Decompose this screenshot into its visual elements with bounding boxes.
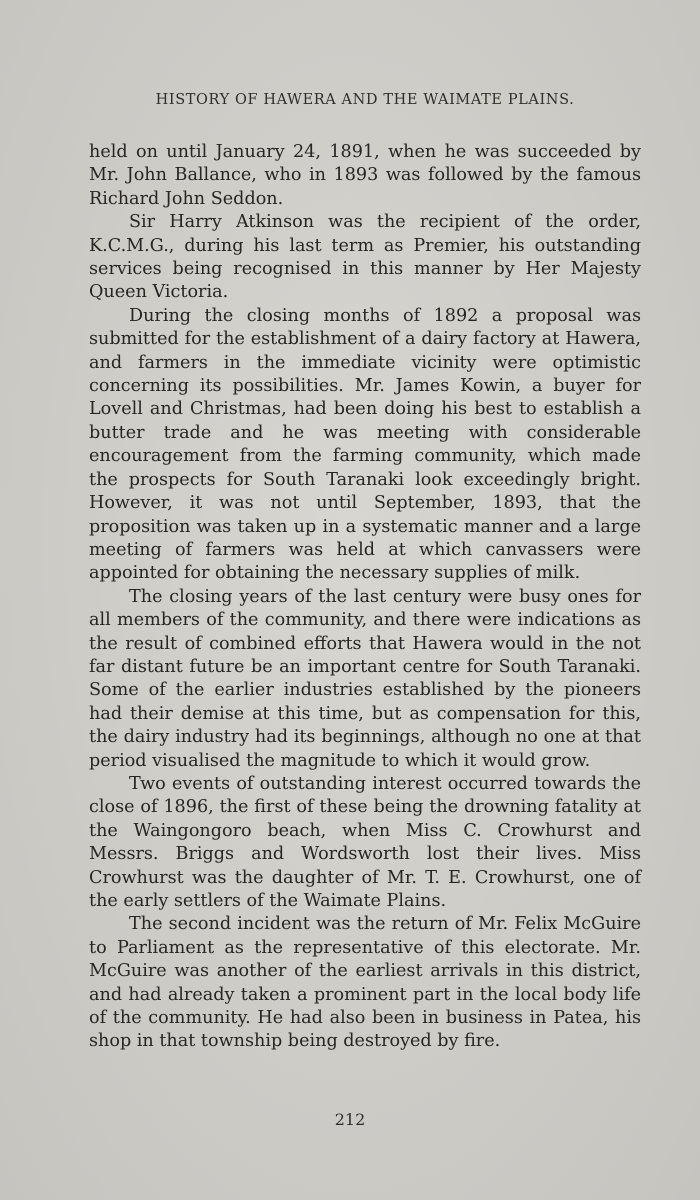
- paragraph-2: Sir Harry Atkinson was the recipient of the order, K.C.M.G., during his last term as Premier, his outstanding services being recognised in this manner by Her Majesty Queen Victoria.: [89, 212, 641, 303]
- paragraph-4: The closing years of the last century were busy ones for all members of the community, and there were indications as the result of combined efforts that Hawera would in the not far distant future be an important centre for South Taranaki. Some of the earlier industries established by the pioneers had their demise at this time, but as compensation for this, the dairy industry had its beginnings, although no one at that period visualised the magnitude to which it would grow.: [89, 586, 641, 771]
- body-text: [89, 141, 641, 1054]
- page-number: 212: [334, 1110, 366, 1129]
- paragraph-6: The second incident was the return of Mr. Felix McGuire to Parliament as the representative of this electorate. Mr. McGuire was another of the earliest arrivals in this district, and had already taken a prominent part in the local body life of the community. He had also been in business in Patea, his shop in that township being destroyed by fire.: [89, 914, 641, 1052]
- running-head: HISTORY OF HAWERA AND THE WAIMATE PLAINS.: [155, 92, 575, 108]
- paragraph-3: During the closing months of 1892 a proposal was submitted for the establishment of a dairy factory at Hawera, and farmers in the immediate vicinity were optimistic concerning its possibilities. Mr. James Kowin, a buyer for Lovell and Christmas, had been doing his best to establish a butter trade and he was meeting with considerable encouragement from the farming community, which made the prospects for South Taranaki look exceedingly bright. However, it was not until September, 1893, that the proposition was taken up in a systematic manner and a large meeting of farmers was held at which canvassers were appointed for obtaining the necessary supplies of milk.: [89, 305, 641, 584]
- paragraph-5: Two events of outstanding interest occurred towards the close of 1896, the first of these being the drowning fatality at the Waingongoro beach, when Miss C. Crowhurst and Messrs. Briggs and Wordsworth lost their lives. Miss Crowhurst was the daughter of Mr. T. E. Crowhurst, one of the early settlers of the Waimate Plains.: [89, 773, 641, 911]
- paragraph-1: held on until January 24, 1891, when he was succeeded by Mr. John Ballance, who in 1893 was followed by the famous Richard John Seddon.: [89, 142, 641, 209]
